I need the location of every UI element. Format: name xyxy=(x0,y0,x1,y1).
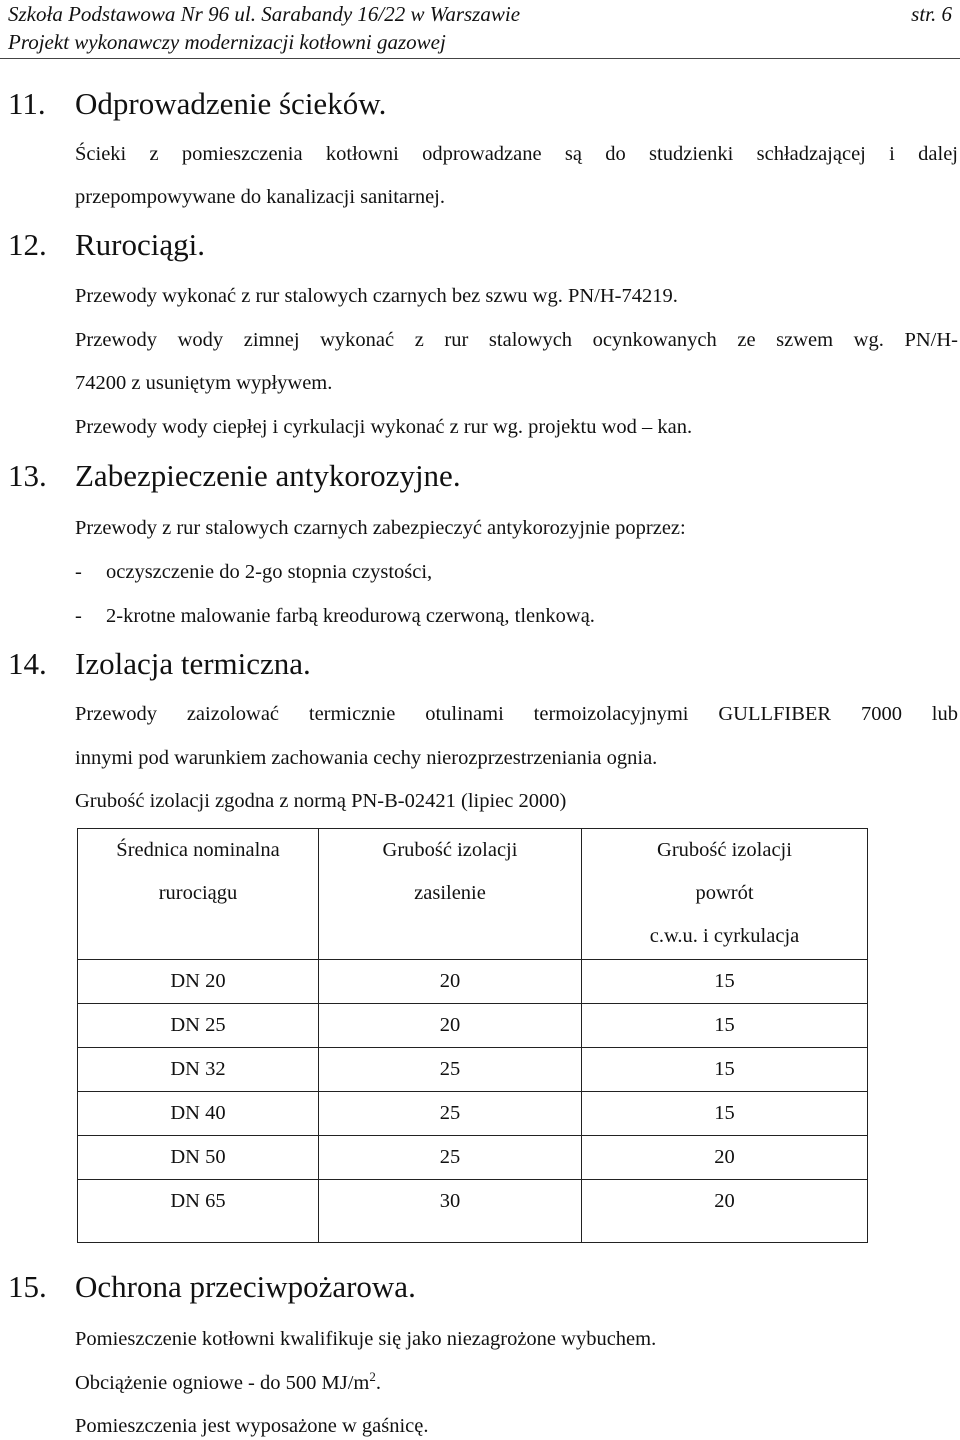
section-11-heading xyxy=(8,86,386,122)
table-cell: 15 xyxy=(582,1048,868,1092)
list-dash: - xyxy=(75,561,82,583)
table-cell: 20 xyxy=(582,1180,868,1243)
table-cell: 25 xyxy=(319,1048,582,1092)
section-number: 11. xyxy=(8,86,46,121)
table-row xyxy=(78,1004,868,1048)
paragraph: 74200 z usuniętym wypływem. xyxy=(75,372,333,394)
header-line: powrót xyxy=(695,882,754,904)
table-cell: DN 65 xyxy=(78,1180,319,1243)
section-number: 13. xyxy=(8,458,47,493)
insulation-table xyxy=(77,828,868,1243)
header-line: Grubość izolacji xyxy=(657,839,792,861)
table-cell: DN 40 xyxy=(78,1092,319,1136)
paragraph: Przewody wody zimnej wykonać z rur stalowych ocynkowanych ze szwem wg. PN/H- xyxy=(75,329,958,351)
table-cell: DN 32 xyxy=(78,1048,319,1092)
table-cell: 20 xyxy=(582,1136,868,1180)
paragraph: przepompowywane do kanalizacji sanitarnej. xyxy=(75,186,445,208)
header-line: c.w.u. i cyrkulacja xyxy=(649,925,800,947)
paragraph: Pomieszczenie kotłowni kwalifikuje się jako niezagrożone wybuchem. xyxy=(75,1328,657,1350)
header-line: Grubość izolacji xyxy=(382,839,518,861)
page-number: str. 6 xyxy=(911,2,952,26)
section-title: Izolacja termiczna. xyxy=(75,646,311,681)
header-divider xyxy=(0,58,960,59)
list-item-text: oczyszczenie do 2-go stopnia czystości, xyxy=(106,561,433,583)
list-dash: - xyxy=(75,605,82,627)
section-title: Odprowadzenie ścieków. xyxy=(75,86,387,121)
header-line: zasilenie xyxy=(414,882,486,904)
table-row xyxy=(78,960,868,1004)
paragraph: Przewody wody ciepłej i cyrkulacji wykonać z rur wg. projektu wod – kan. xyxy=(75,416,693,438)
superscript-exponent: 2 xyxy=(369,1369,376,1385)
table-row xyxy=(78,1136,868,1180)
header-line: Średnica nominalna xyxy=(116,839,280,861)
header-line: rurociągu xyxy=(158,882,238,904)
paragraph: innymi pod warunkiem zachowania cechy nierozprzestrzeniania ognia. xyxy=(75,747,658,769)
list-item xyxy=(75,559,432,585)
paragraph: Grubość izolacji zgodna z normą PN-B-02421 (lipiec 2000) xyxy=(75,790,567,812)
fire-load-text: Obciążenie ogniowe - do 500 MJ/m xyxy=(75,1372,370,1394)
paragraph xyxy=(75,1370,381,1396)
table-cell: 15 xyxy=(582,1004,868,1048)
paragraph: Pomieszczenia jest wyposażone w gaśnicę. xyxy=(75,1415,429,1437)
table-cell: 20 xyxy=(319,1004,582,1048)
table-cell: DN 25 xyxy=(78,1004,319,1048)
table-row xyxy=(78,1180,868,1243)
paragraph: Przewody zaizolować termicznie otulinami termoizolacyjnymi GULLFIBER 7000 lub xyxy=(75,703,958,725)
list-item xyxy=(75,603,595,629)
table-cell: DN 20 xyxy=(78,960,319,1004)
section-number: 15. xyxy=(8,1269,47,1304)
table-cell: 15 xyxy=(582,960,868,1004)
paragraph: Ścieki z pomieszczenia kotłowni odprowadzane są do studzienki schładzającej i dalej xyxy=(75,143,958,165)
section-14-heading xyxy=(8,646,311,682)
table-header-cell xyxy=(319,829,582,960)
table-cell: 20 xyxy=(319,960,582,1004)
table-cell: 30 xyxy=(319,1180,582,1243)
section-title: Ochrona przeciwpożarowa. xyxy=(75,1269,416,1304)
section-12-heading xyxy=(8,227,205,263)
section-title: Zabezpieczenie antykorozyjne. xyxy=(75,458,461,493)
sentence-end: . xyxy=(375,1372,381,1394)
section-number: 14. xyxy=(8,646,47,681)
paragraph: Przewody z rur stalowych czarnych zabezpieczyć antykorozyjnie poprzez: xyxy=(75,517,686,539)
section-15-heading xyxy=(8,1269,416,1305)
table-cell: 25 xyxy=(319,1136,582,1180)
section-number: 12. xyxy=(8,227,47,262)
table-row xyxy=(78,1048,868,1092)
table-header-cell xyxy=(78,829,319,960)
paragraph: Przewody wykonać z rur stalowych czarnych bez szwu wg. PN/H-74219. xyxy=(75,285,678,307)
table-row xyxy=(78,1092,868,1136)
list-item-text: 2-krotne malowanie farbą kreodurową czerwoną, tlenkową. xyxy=(106,605,595,627)
table-cell: DN 50 xyxy=(78,1136,319,1180)
section-title: Rurociągi. xyxy=(75,227,205,262)
section-13-heading xyxy=(8,458,461,494)
header-project-title: Projekt wykonawczy modernizacji kotłowni gazowej xyxy=(8,30,446,54)
table-header-cell xyxy=(582,829,868,960)
table-cell: 25 xyxy=(319,1092,582,1136)
table-header-row xyxy=(78,829,868,960)
table-cell: 15 xyxy=(582,1092,868,1136)
header-school-name: Szkoła Podstawowa Nr 96 ul. Sarabandy 16/22 w Warszawie xyxy=(8,2,521,26)
